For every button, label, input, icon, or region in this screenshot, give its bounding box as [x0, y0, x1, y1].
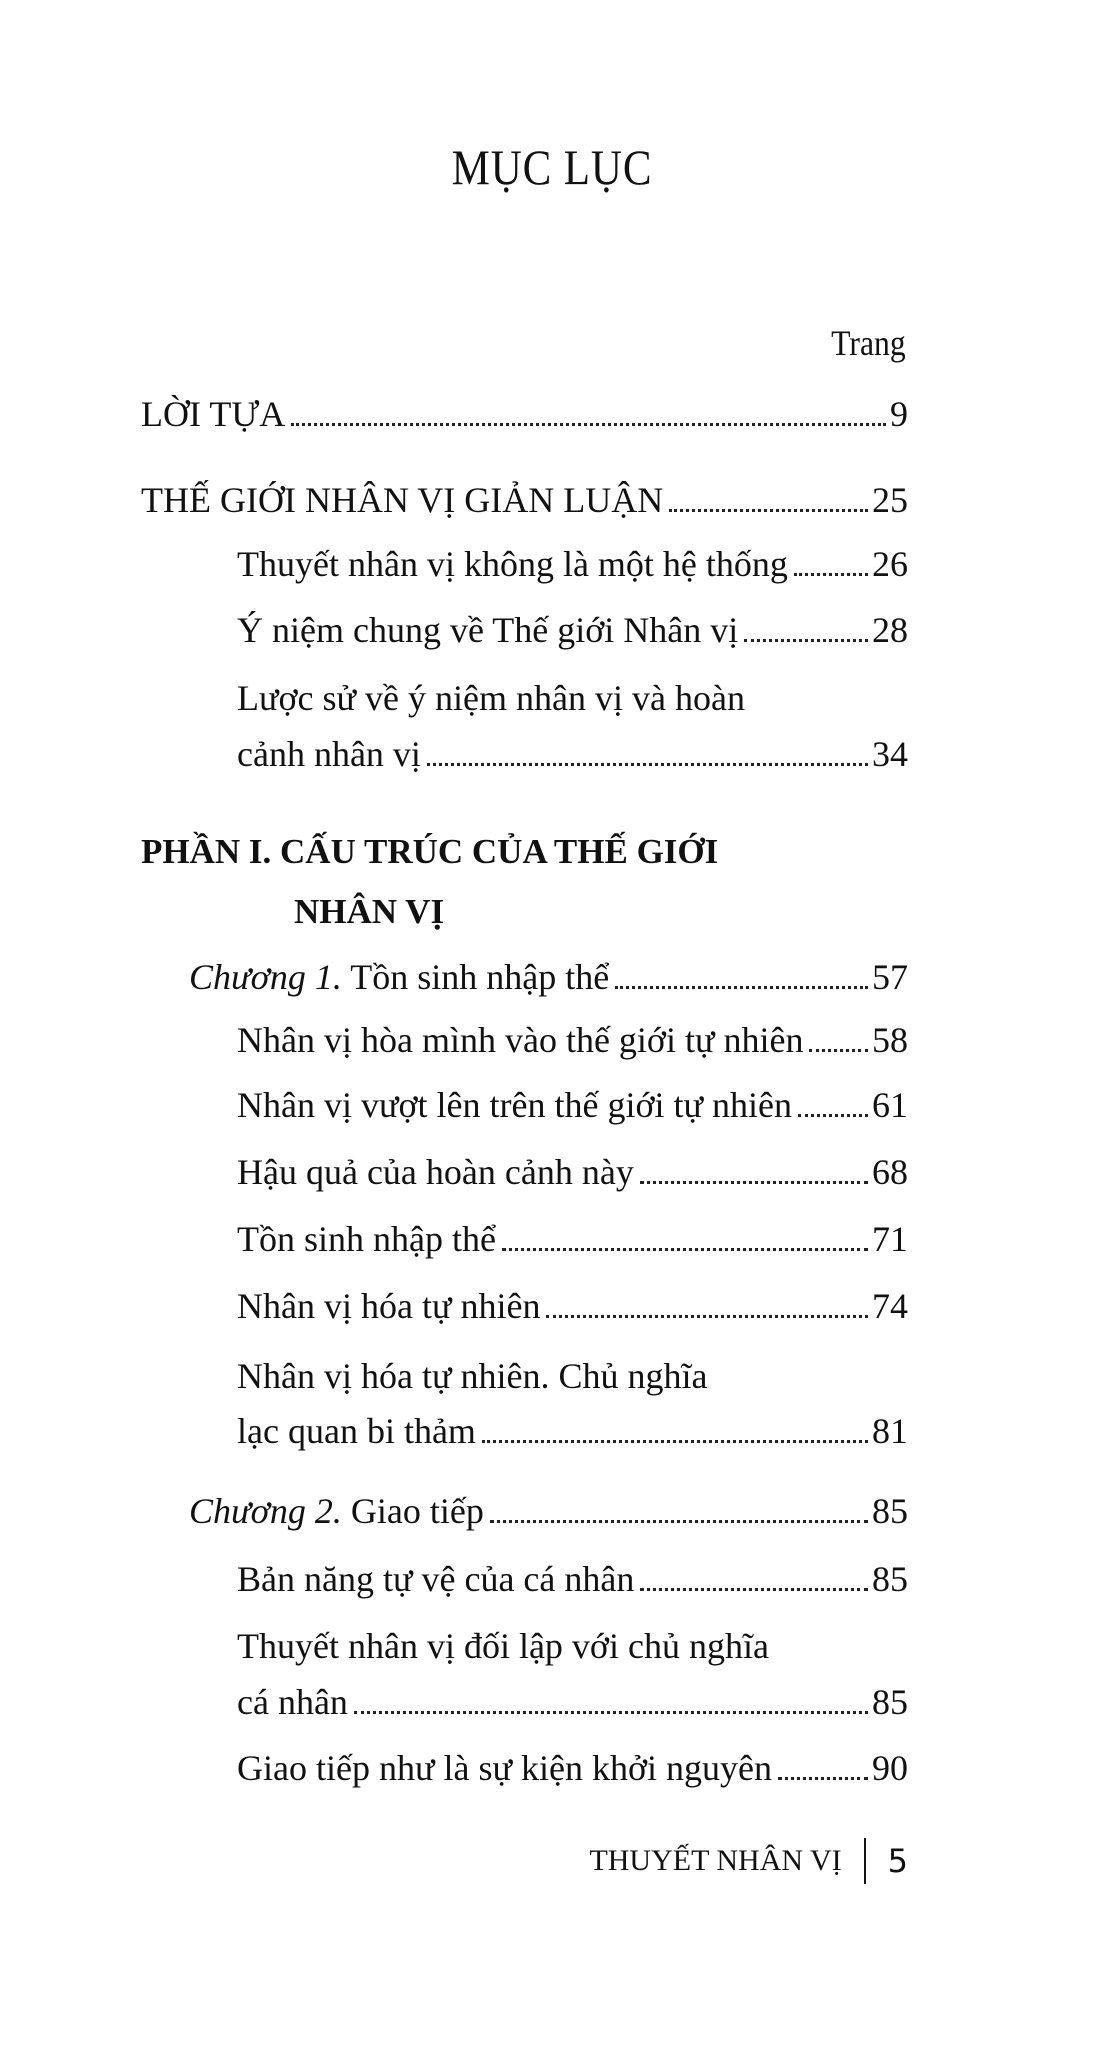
toc-entry-preface[interactable] — [141, 392, 908, 436]
toc-entry-label: Tồn sinh nhập thể — [237, 1219, 496, 1259]
toc-entry[interactable] — [237, 542, 908, 586]
toc-entry[interactable] — [237, 1018, 908, 1062]
toc-entry-page: 85 — [872, 1682, 908, 1722]
dot-leader — [778, 1777, 868, 1780]
toc-entry[interactable] — [237, 1217, 908, 1261]
toc-entry-page: 74 — [872, 1286, 908, 1326]
toc-entry-label: Thuyết nhân vị không là một hệ thống — [237, 544, 788, 584]
toc-entry-label: Giao tiếp như là sự kiện khởi nguyên — [237, 1748, 772, 1788]
page-title: MỤC LỤC — [451, 139, 653, 195]
toc-entry-page: 81 — [872, 1411, 908, 1451]
page-footer — [589, 1838, 908, 1884]
toc-entry-page: 57 — [872, 957, 908, 997]
toc-entry-label-line1[interactable]: Nhân vị hóa tự nhiên. Chủ nghĩa — [237, 1356, 708, 1396]
dot-leader — [794, 573, 868, 576]
page-column-label: Trang — [831, 323, 906, 363]
toc-entry[interactable] — [237, 732, 908, 776]
toc-entry-label: THẾ GIỚI NHÂN VỊ GIẢN LUẬN — [141, 480, 664, 520]
toc-entry-label: Tồn sinh nhập thể — [350, 957, 610, 997]
toc-entry-page: 28 — [872, 610, 908, 650]
page-number: 5 — [887, 1842, 908, 1880]
toc-entry-page: 85 — [872, 1559, 908, 1599]
dot-leader — [669, 509, 868, 512]
toc-entry[interactable] — [237, 1680, 908, 1724]
footer-divider — [864, 1838, 866, 1884]
toc-entry-intro[interactable] — [141, 478, 908, 522]
part-heading-line2: NHÂN VỊ — [294, 892, 445, 931]
toc-entry[interactable] — [237, 1083, 908, 1127]
toc-entry-label: LỜI TỰA — [141, 394, 286, 434]
dot-leader — [615, 986, 868, 989]
toc-entry-page: 61 — [872, 1085, 908, 1125]
toc-entry-page: 90 — [872, 1748, 908, 1788]
dot-leader — [354, 1711, 868, 1714]
dot-leader — [546, 1315, 868, 1318]
toc-entry-label: Nhân vị hóa tự nhiên — [237, 1286, 541, 1326]
dot-leader — [502, 1248, 868, 1251]
toc-entry-label-line1[interactable]: Lược sử về ý niệm nhân vị và hoàn — [237, 678, 745, 718]
dot-leader — [640, 1181, 868, 1184]
toc-entry-page: 25 — [872, 480, 908, 520]
toc-entry-label: Ý niệm chung về Thế giới Nhân vị — [237, 610, 739, 650]
toc-entry[interactable] — [237, 1150, 908, 1194]
toc-entry-page: 34 — [872, 734, 908, 774]
toc-entry[interactable] — [237, 1557, 908, 1601]
dot-leader — [744, 639, 868, 642]
dot-leader — [427, 763, 868, 766]
toc-entry-page: 85 — [872, 1491, 908, 1531]
running-title: THUYẾT NHÂN VỊ — [589, 1844, 842, 1877]
toc-entry-label: Nhân vị hòa mình vào thế giới tự nhiên — [237, 1020, 804, 1060]
toc-entry[interactable] — [237, 1409, 908, 1453]
toc-entry-page: 58 — [872, 1020, 908, 1060]
toc-entry-chapter-1[interactable] — [189, 955, 908, 999]
toc-entry[interactable] — [237, 1284, 908, 1328]
toc-entry[interactable] — [237, 1746, 908, 1790]
toc-entry-page: 68 — [872, 1152, 908, 1192]
chapter-prefix: Chương 2. — [189, 1491, 342, 1531]
dot-leader — [482, 1440, 868, 1443]
dot-leader — [798, 1114, 868, 1117]
toc-entry-label-line1[interactable]: Thuyết nhân vị đối lập với chủ nghĩa — [237, 1626, 769, 1666]
toc-entry-page: 26 — [872, 544, 908, 584]
toc-entry-label: cảnh nhân vị — [237, 734, 421, 774]
toc-entry-label: Giao tiếp — [350, 1491, 484, 1531]
toc-entry-page: 71 — [872, 1219, 908, 1259]
dot-leader — [640, 1588, 868, 1591]
toc-entry-label: Hậu quả của hoàn cảnh này — [237, 1152, 634, 1192]
toc-entry-label: cá nhân — [237, 1682, 348, 1722]
dot-leader — [809, 1049, 868, 1052]
toc-entry-chapter-2[interactable] — [189, 1489, 908, 1533]
dot-leader — [490, 1520, 868, 1523]
toc-entry[interactable] — [237, 608, 908, 652]
dot-leader — [291, 423, 886, 426]
toc-entry-label: Nhân vị vượt lên trên thế giới tự nhiên — [237, 1085, 792, 1125]
toc-entry-label: lạc quan bi thảm — [237, 1411, 476, 1451]
toc-entry-page: 9 — [890, 394, 908, 434]
part-heading-line1: PHẦN I. CẤU TRÚC CỦA THẾ GIỚI — [141, 832, 719, 871]
toc-entry-label: Bản năng tự vệ của cá nhân — [237, 1559, 635, 1599]
chapter-prefix: Chương 1. — [189, 957, 342, 997]
